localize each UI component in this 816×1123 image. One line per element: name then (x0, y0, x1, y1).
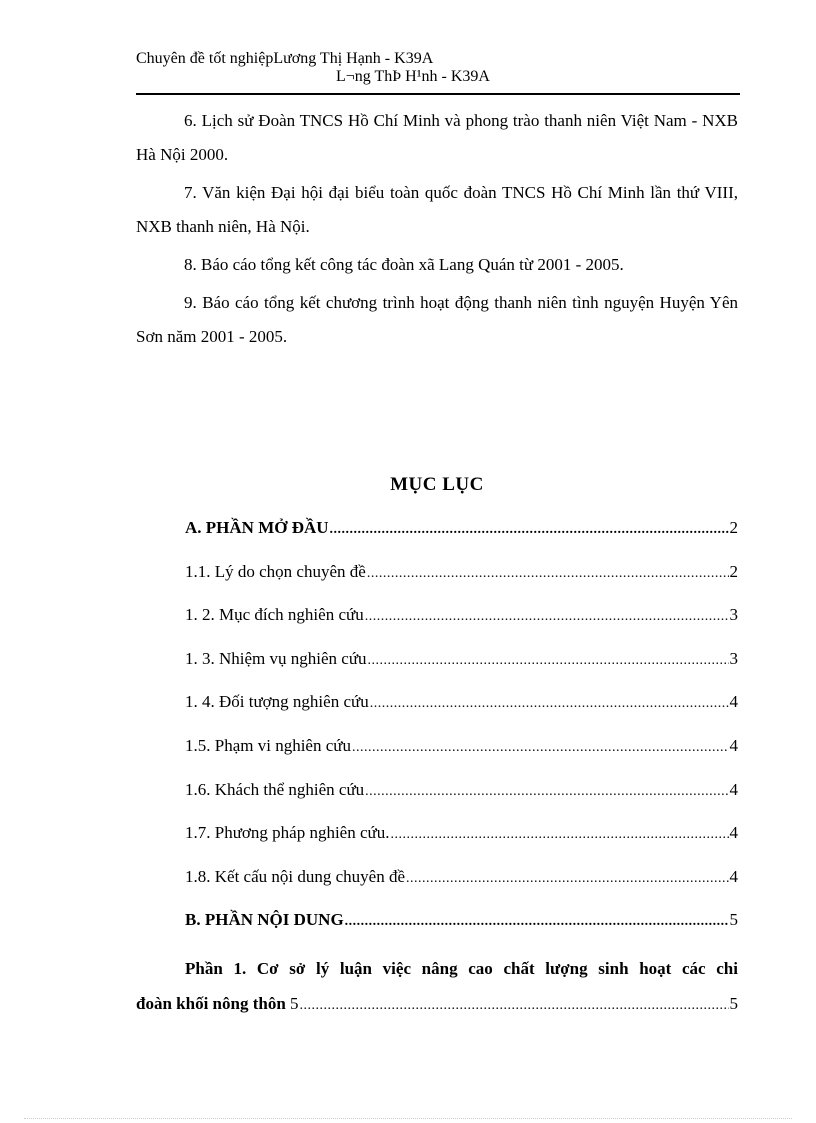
toc-entry (136, 823, 738, 852)
toc-entry-label: 1.5. Phạm vi nghiên cứu (185, 735, 351, 755)
toc-entry-page: 2 (729, 561, 738, 581)
toc-entry-label: 1. 4. Đối tượng nghiên cứu (185, 692, 369, 712)
toc-entry (136, 605, 738, 634)
toc-entry-label: 1. 3. Nhiệm vụ nghiên cứu (185, 648, 367, 668)
header-line-1: Chuyên đề tốt nghiệpLương Thị Hạnh - K39A (136, 50, 434, 67)
reference-number: 9. (184, 293, 197, 312)
toc-entry-label-extra: 5 (285, 993, 299, 1013)
reference-text: Báo cáo tổng kết công tác đoàn xã Lang Quán từ 2001 - 2005. (201, 255, 624, 274)
toc-entry (136, 562, 738, 591)
toc-entry-label: 1.6. Khách thể nghiên cứu (185, 779, 365, 799)
reference-text: Văn kiện Đại hội đại biểu toàn quốc đoàn TNCS Hồ Chí Minh lần thứ VIII, NXB thanh niên, Hà Nội. (136, 183, 738, 236)
page-bottom-border (24, 1118, 792, 1119)
reference-item (136, 104, 738, 172)
toc-leader-dots (300, 991, 729, 1020)
toc-leader-dots (345, 914, 729, 930)
toc-entry-label-cont (136, 989, 299, 1018)
header-line-2: L¬ng ThÞ H¹nh - K39A (336, 68, 490, 85)
reference-number: 8. (184, 255, 197, 274)
reference-text: Lịch sử Đoàn TNCS Hồ Chí Minh và phong trào thanh niên Việt Nam - NXB Hà Nội 2000. (136, 111, 739, 164)
toc-leader-dots (365, 609, 729, 625)
toc-leader-dots (370, 696, 729, 712)
toc-entry-page: 4 (729, 866, 738, 886)
toc-title: MỤC LỤC (390, 474, 484, 495)
toc-leader-dots (367, 566, 729, 582)
toc-leader-dots (390, 827, 728, 843)
toc-entry (136, 867, 738, 896)
toc-entry (136, 780, 738, 809)
toc-entry-label: 1.8. Kết cấu nội dung chuyên đề (185, 866, 405, 886)
page-header (136, 50, 740, 86)
toc-entry-label: 1. 2. Mục đích nghiên cứu (185, 605, 364, 625)
toc-entry (136, 692, 738, 721)
toc-entry-page: 4 (729, 779, 738, 799)
reference-item (136, 286, 738, 354)
toc-entry-label-bold: đoàn khối nông thôn (136, 993, 286, 1013)
toc-entry (136, 736, 738, 765)
toc-leader-dots (368, 653, 729, 669)
toc-entry-label: B. PHẦN NỘI DUNG (185, 910, 344, 930)
toc-entry (136, 649, 738, 678)
reference-text: Báo cáo tổng kết chương trình hoạt động thanh niên tình nguyện Huyện Yên Sơn năm 2001 - 2005. (136, 293, 738, 346)
reference-list (136, 104, 738, 358)
reference-item (136, 176, 738, 244)
toc-entry-page: 4 (729, 692, 738, 712)
toc-entry-page: 3 (729, 648, 738, 668)
reference-number: 7. (184, 183, 197, 202)
toc-entry-label: Phần 1. Cơ sở lý luận việc nâng cao chất lượng sinh hoạt các chi (185, 958, 738, 978)
toc-entry-page: 5 (729, 910, 738, 930)
toc-leader-dots (365, 784, 728, 800)
header-rule (136, 93, 740, 95)
toc-entry-line2 (136, 989, 738, 1020)
toc-entry (136, 910, 738, 939)
toc-entry-page: 3 (729, 605, 738, 625)
toc-entry (136, 518, 738, 547)
reference-number: 6. (184, 111, 197, 130)
toc-entry-label: 1.7. Phương pháp nghiên cứu. (185, 823, 390, 843)
toc-entry-part1 (136, 954, 738, 1020)
toc-leader-dots (352, 740, 729, 756)
toc-entry-page: 4 (729, 735, 738, 755)
toc-entry-page: 4 (729, 823, 738, 843)
toc-entry-label: 1.1. Lý do chọn chuyên đề (185, 561, 366, 581)
toc-entry-label: A. PHẦN MỞ ĐẦU (185, 518, 329, 537)
toc-leader-dots (330, 522, 729, 538)
reference-item (136, 248, 738, 282)
toc-entry-page: 2 (729, 518, 738, 537)
toc-leader-dots (406, 871, 729, 887)
toc-entry-page: 5 (729, 993, 738, 1013)
table-of-contents (136, 518, 738, 1020)
